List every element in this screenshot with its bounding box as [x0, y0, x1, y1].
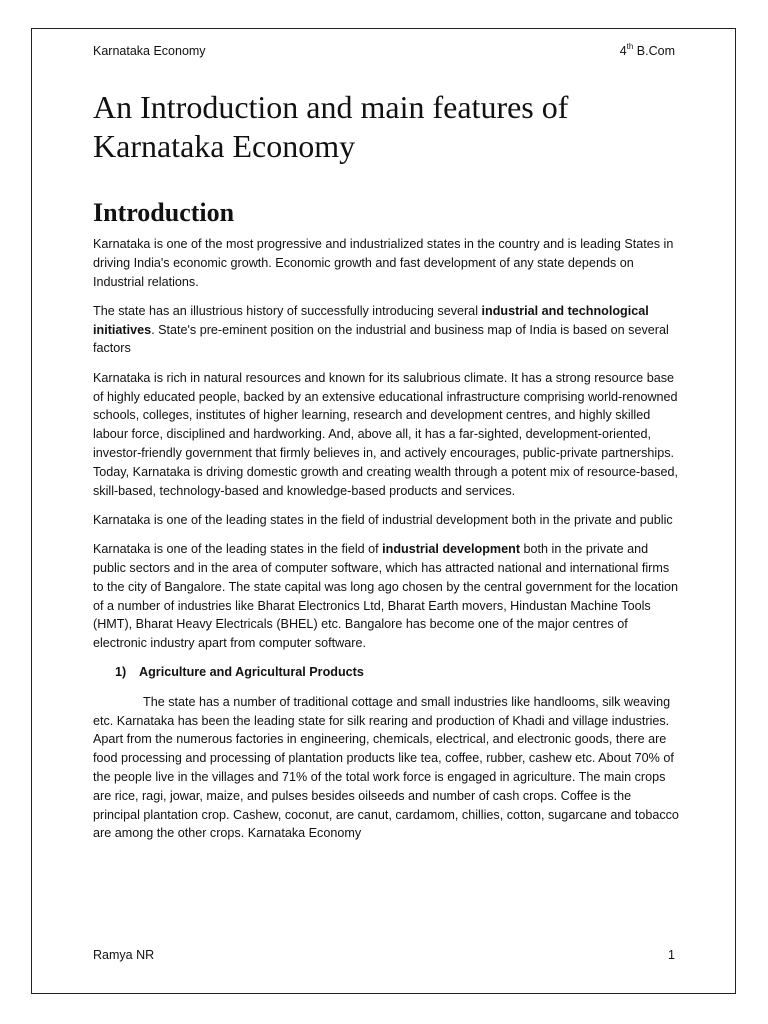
paragraph-3: Karnataka is rich in natural resources and known for its salubrious climate. It has a strong resource base of highly educated people, backed by an extensive educational infrastructure comprising world-renowned schools, colleges, institutes of higher learning, research and development centres, and highly skilled labour force, disciplined and hardworking. And, above all, it has a far-sighted, development-oriented, investor-friendly government that firmly believes in, and actively encourages, public-private partnerships. Today, Karnataka is driving domestic growth and creating wealth through a potent mix of resource-based, skill-based, technology-based and knowledge-based products and services.: [93, 370, 678, 498]
paragraph-2: [93, 302, 679, 358]
paragraph-6: The state has a number of traditional cottage and small industries like handlooms, silk weaving etc. Karnataka has been the leading state for silk rearing and production of Khadi and village industries. Apart from the numerous factories in engineering, chemicals, electrical, and electronic goods, there are food processing and processing of plantation products like tea, coffee, rubber, cashew etc. About 70% of the people live in the villages and 71% of the total work force is engaged in agriculture. The main crops are rice, ragi, jowar, maize, and pulses besides oilseeds and number of cash crops. Coffee is the principal plantation crop. Cashew, coconut, are canut, cardamom, chillies, cotton, sugarcane and tobacco are among the other crops. Karnataka Economy: [93, 694, 679, 841]
page-header: [93, 44, 675, 58]
paragraph-5-text-a: Karnataka is one of the leading states in the field of: [93, 542, 383, 557]
section-heading-introduction: Introduction: [93, 198, 235, 227]
document-title: An Introduction and main features of Karnataka Economy: [93, 89, 569, 164]
header-right-prefix: 4: [619, 44, 627, 58]
paragraph-5: [93, 540, 679, 653]
header-right-superscript: th: [626, 42, 634, 51]
header-left-text: Karnataka Economy: [93, 44, 206, 58]
paragraph-5-bold: industrial development: [382, 542, 521, 557]
paragraph-2-text-b: . State's pre-eminent position on the industrial and business map of India is based on several factors: [93, 322, 669, 356]
paragraph-4: Karnataka is one of the leading states in the field of industrial development both in the private and public: [93, 512, 673, 527]
paragraph-5-text-b: both in the private and public sectors and in the area of computer software, which has attracted national and international firms to the city of Bangalore. The state capital was long ago chosen by the central government for the location of a number of industries like Bharat Electronics Ltd, Bharat Earth movers, Hindustan Machine Tools (HMT), Bharat Heavy Electricals (BHEL) etc. Bangalore has become one of the major centres of electronic industry apart from computer software.: [93, 542, 679, 651]
list-heading-agriculture: [93, 663, 679, 682]
header-right-suffix: B.Com: [633, 44, 675, 58]
footer-page-number: 1: [668, 948, 675, 962]
list-heading-text: Agriculture and Agricultural Products: [139, 665, 364, 680]
paragraph-2-bold: industrial and technological initiatives: [93, 303, 649, 337]
page-footer: [93, 948, 675, 962]
paragraph-1: Karnataka is one of the most progressive and industrialized states in the country and is leading States in driving India's economic growth. Economic growth and fast development of any state depends on Industrial relations.: [93, 237, 674, 289]
list-number: 1): [115, 665, 127, 680]
paragraph-2-text-a: The state has an illustrious history of successfully introducing several: [93, 303, 482, 318]
header-right-text: [620, 44, 675, 58]
document-body: [93, 235, 679, 854]
footer-author: Ramya NR: [93, 948, 155, 962]
